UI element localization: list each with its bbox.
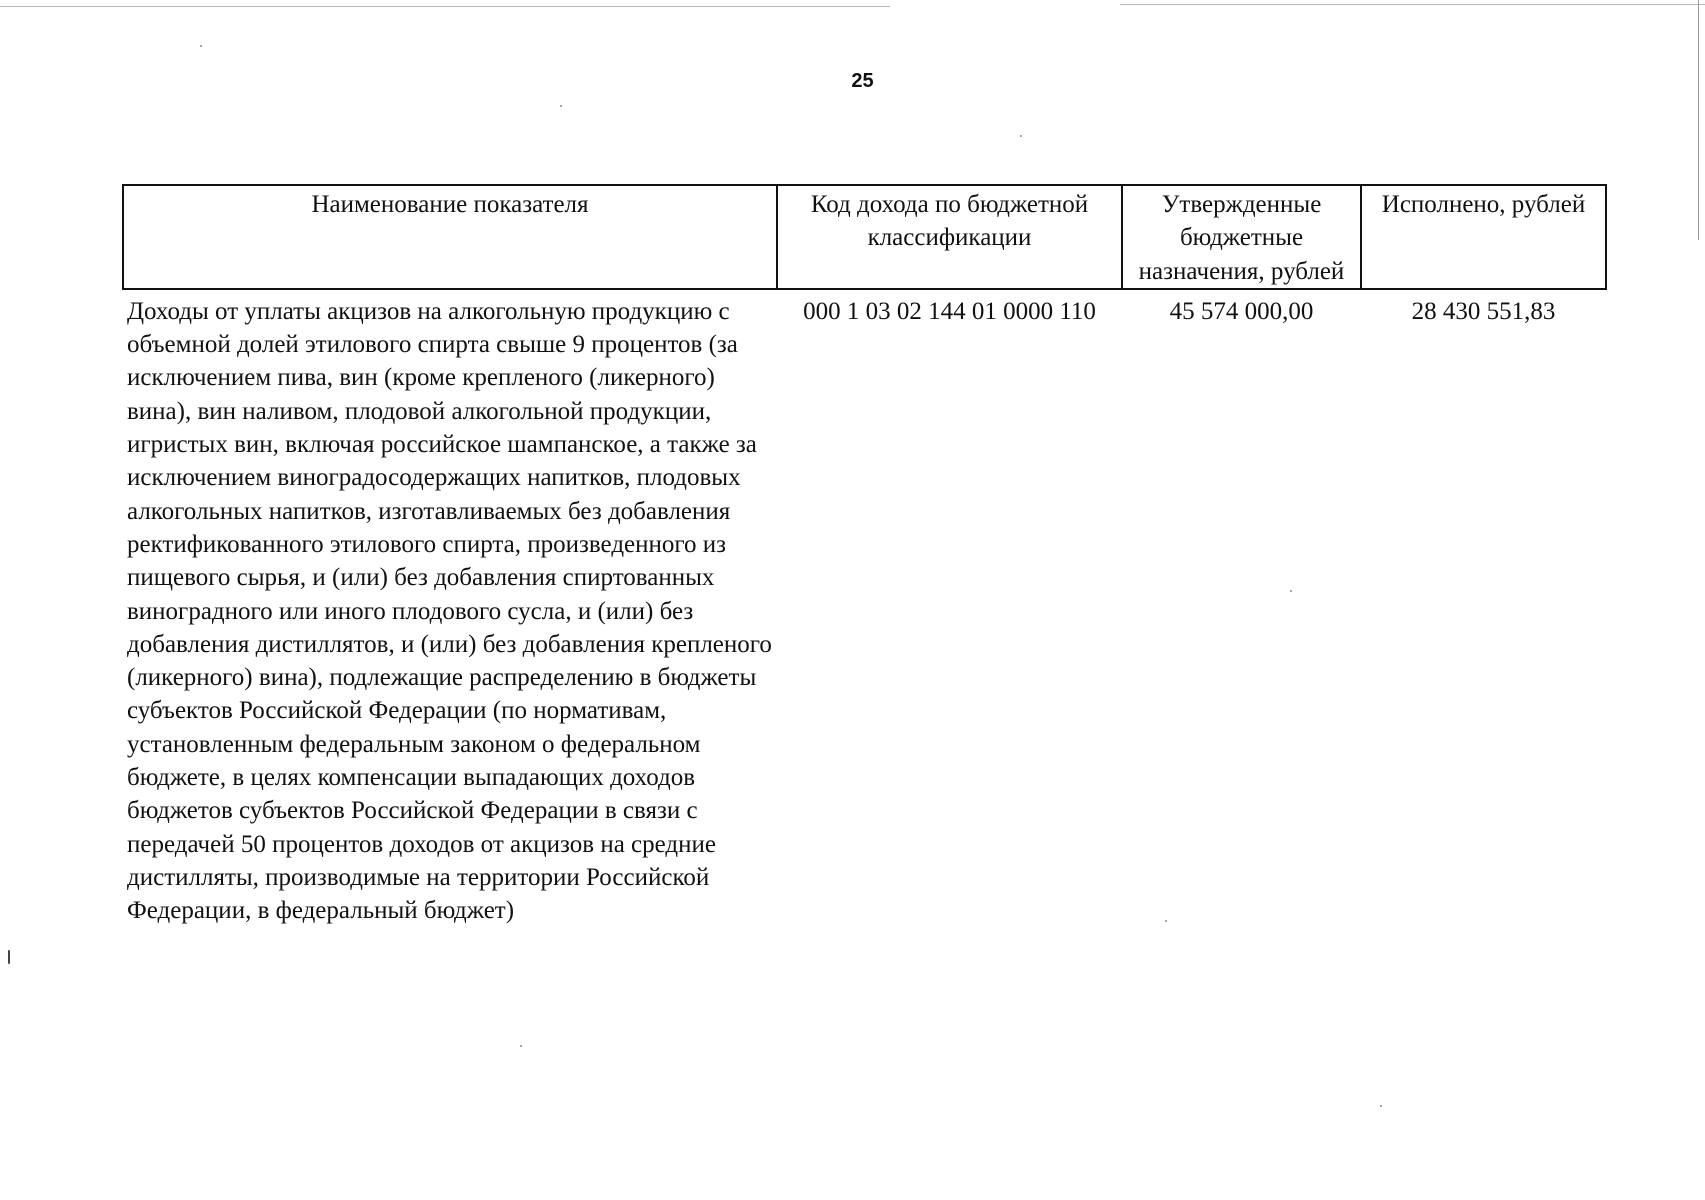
header-revenue-code: Код дохода по бюджетной классификации bbox=[777, 185, 1122, 289]
scan-edge-line bbox=[1120, 4, 1705, 5]
scan-speck bbox=[1380, 1105, 1382, 1107]
header-executed-amount: Исполнено, рублей bbox=[1361, 185, 1606, 289]
header-indicator-name: Наименование показателя bbox=[123, 185, 777, 289]
scan-speck bbox=[8, 950, 10, 964]
table-row bbox=[123, 289, 1606, 928]
revenue-code-cell: 000 1 03 02 144 01 0000 110 bbox=[803, 297, 1096, 325]
header-approved-amount: Утвержденные бюджетные назначения, рублей bbox=[1122, 185, 1361, 289]
indicator-name-cell: Доходы от уплаты акцизов на алкогольную продукцию с объемной долей этилового спирта свыше 9 процентов (за исключением пива, вин (кроме крепленого (ликерного) вина), вин наливом, плодовой алкогольной продукции, игристых вин, включая российское шампанское, а также за исключением виноградосодержащих напитков, плодовых алкогольных напитков, изготавливаемых без добавления ректификованного этилового спирта, произведенного из пищевого сырья, и (или) без добавления спиртованных виноградного или иного плодового сусла, и (или) без добавления дистиллятов, и (или) без добавления крепленого (ликерного) вина), подлежащие распределению в бюджеты субъектов Российской Федерации (по нормативам, установленным федеральным законом о федеральном бюджете, в целях компенсации выпадающих доходов бюджетов субъектов Российской Федерации в связи с передачей 50 процентов доходов от акцизов на средние дистилляты, производимые на территории Российской Федерации, в федеральный бюджет) bbox=[127, 297, 772, 925]
approved-amount-cell: 45 574 000,00 bbox=[1169, 297, 1314, 325]
table-header bbox=[123, 185, 1606, 289]
scan-edge-line bbox=[1698, 0, 1699, 240]
header-row bbox=[123, 185, 1606, 289]
page-number: 25 bbox=[851, 70, 874, 92]
scan-speck bbox=[1020, 135, 1022, 137]
scan-speck bbox=[1165, 920, 1167, 922]
table-body bbox=[123, 289, 1606, 928]
executed-amount-cell: 28 430 551,83 bbox=[1411, 297, 1556, 325]
scan-speck bbox=[200, 45, 202, 47]
scan-speck bbox=[560, 105, 562, 107]
revenue-table bbox=[122, 184, 1607, 928]
scan-speck bbox=[520, 1045, 522, 1047]
scan-speck bbox=[1290, 590, 1292, 592]
scan-edge-line bbox=[0, 6, 890, 7]
